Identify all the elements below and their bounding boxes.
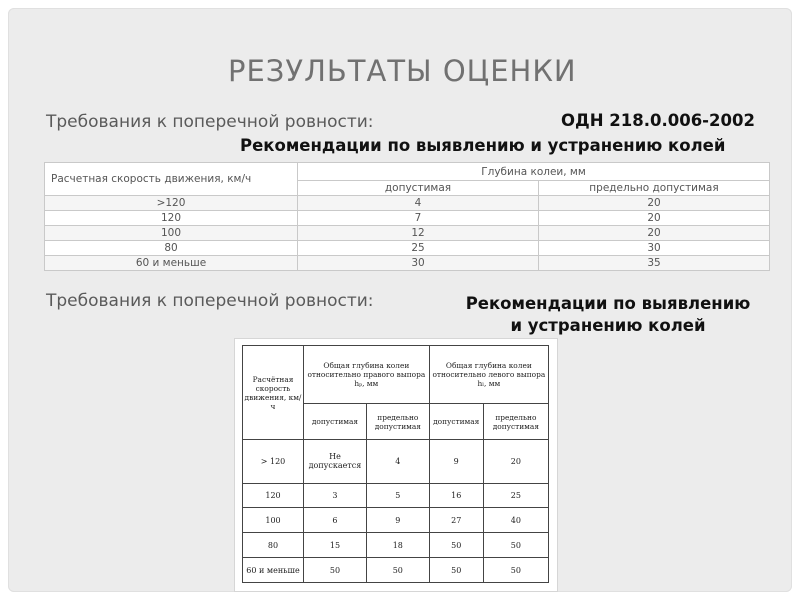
table1-header-speed: Расчетная скорость движения, км/ч [45, 163, 298, 196]
cell-speed: 120 [243, 483, 304, 508]
cell-limit: 30 [539, 241, 770, 256]
slide-title: РЕЗУЛЬТАТЫ ОЦЕНКИ [228, 54, 577, 88]
cell-speed: >120 [45, 196, 298, 211]
cell-left-allowable: 16 [429, 483, 483, 508]
cell-right-limit: 5 [366, 483, 429, 508]
cell-speed: 60 и меньше [243, 558, 304, 583]
cell-right-allowable: 50 [304, 558, 367, 583]
table2-subheader-left-limit: предельно допустимая [483, 404, 548, 440]
table-row [45, 196, 770, 211]
cell-right-limit: 50 [366, 558, 429, 583]
cell-speed: 80 [45, 241, 298, 256]
cell-left-limit: 50 [483, 558, 548, 583]
cell-left-allowable: 50 [429, 558, 483, 583]
cell-allowable: 30 [298, 256, 539, 271]
recommendations-heading-2-line1: Рекомендации по выявлению [465, 294, 751, 313]
table2-subheader-left-allowable: допустимая [429, 404, 483, 440]
table1-header-depth: Глубина колеи, мм [298, 163, 770, 181]
cell-speed: 80 [243, 533, 304, 558]
cell-speed: > 120 [243, 440, 304, 484]
table-row [45, 226, 770, 241]
cell-limit: 35 [539, 256, 770, 271]
table2-header-left: Общая глубина колеи относительно левого выпора hₗ, мм [429, 346, 548, 404]
cell-left-limit: 50 [483, 533, 548, 558]
table-row [243, 483, 549, 508]
table-row [45, 211, 770, 226]
cell-speed: 100 [243, 508, 304, 533]
cell-left-limit: 20 [483, 440, 548, 484]
table-row [45, 241, 770, 256]
table1-subheader-allowable: допустимая [298, 181, 539, 196]
cell-right-limit: 18 [366, 533, 429, 558]
cell-left-allowable: 27 [429, 508, 483, 533]
cell-right-allowable: Не допускается [304, 440, 367, 484]
cell-left-limit: 40 [483, 508, 548, 533]
cell-allowable: 4 [298, 196, 539, 211]
table1-subheader-limit: предельно допустимая [539, 181, 770, 196]
cell-right-limit: 4 [366, 440, 429, 484]
rut-depth-table [44, 162, 770, 271]
cell-limit: 20 [539, 196, 770, 211]
recommendations-heading-2-line2: и устранению колей [510, 316, 706, 335]
table-row [243, 508, 549, 533]
table2-header-speed: Расчётная скорость движения, км/ч [243, 346, 304, 440]
table-row [45, 256, 770, 271]
cell-allowable: 7 [298, 211, 539, 226]
standard-reference: ОДН 218.0.006-2002 [561, 111, 755, 130]
requirements-label-1: Требования к поперечной ровности: [46, 112, 374, 132]
cell-limit: 20 [539, 211, 770, 226]
table2-subheader-right-limit: предельно допустимая [366, 404, 429, 440]
cell-right-allowable: 6 [304, 508, 367, 533]
recommendations-heading-1: Рекомендации по выявлению и устранению колей [240, 136, 726, 155]
cell-left-allowable: 50 [429, 533, 483, 558]
cell-left-allowable: 9 [429, 440, 483, 484]
table-row [243, 533, 549, 558]
table2-header-right: Общая глубина колеи относительно правого выпора hₚ, мм [304, 346, 430, 404]
table2-subheader-right-allowable: допустимая [304, 404, 367, 440]
cell-allowable: 25 [298, 241, 539, 256]
requirements-label-2: Требования к поперечной ровности: [46, 291, 374, 311]
rut-depth-detailed-table [242, 345, 549, 583]
cell-speed: 100 [45, 226, 298, 241]
cell-right-allowable: 3 [304, 483, 367, 508]
table-row [243, 558, 549, 583]
cell-left-limit: 25 [483, 483, 548, 508]
cell-speed: 120 [45, 211, 298, 226]
cell-speed: 60 и меньше [45, 256, 298, 271]
slide [8, 8, 792, 592]
cell-right-allowable: 15 [304, 533, 367, 558]
scanned-table-image [234, 338, 558, 592]
cell-limit: 20 [539, 226, 770, 241]
cell-right-limit: 9 [366, 508, 429, 533]
cell-allowable: 12 [298, 226, 539, 241]
table-row [243, 440, 549, 484]
recommendations-heading-2 [448, 293, 768, 337]
